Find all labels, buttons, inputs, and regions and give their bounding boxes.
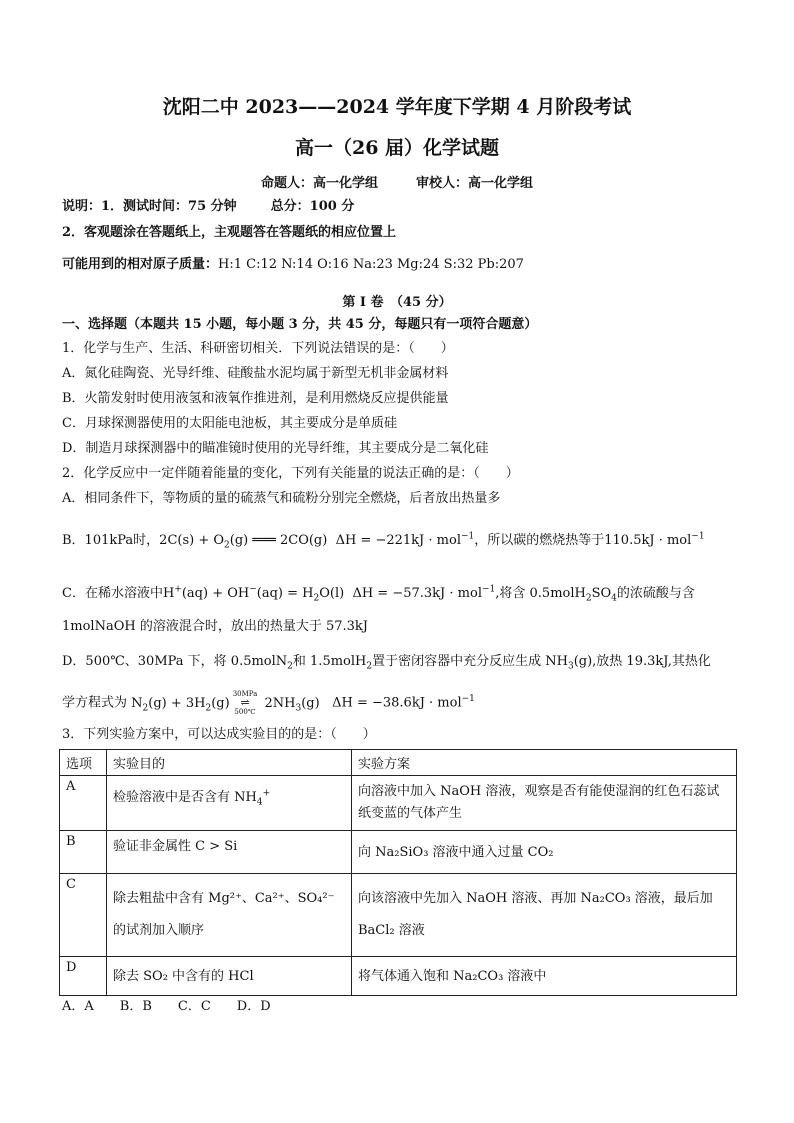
- q1-option-c: C．月球探测器使用的太阳能电池板，其主要成分是单质硅: [62, 416, 397, 431]
- masses-label: 可能用到的相对原子质量：: [62, 257, 219, 272]
- q1-option-b: B．火箭发射时使用液氢和液氧作推进剂，是利用燃烧反应提供能量: [62, 391, 449, 406]
- q2-option-c-line2: 1molNaOH 的溶液混合时，放出的热量大于 57.3kJ: [62, 619, 369, 634]
- row-plan: 向溶液中加入 NaOH 溶液，观察是否有能使湿润的红色石蕊试纸变蓝的气体产生: [352, 776, 737, 831]
- row-plan: 向该溶液中先加入 NaOH 溶液、再加 Na₂CO₃ 溶液，最后加 BaCl₂ 溶液: [352, 874, 737, 957]
- table-row: [60, 957, 737, 996]
- authors-line: [0, 172, 794, 191]
- q1-option-d: D．制造月球探测器中的瞄准镜时使用的光导纤维，其主要成分是二氧化硅: [62, 441, 489, 456]
- row-plan: 将气体通入饱和 Na₂CO₃ 溶液中: [352, 957, 737, 996]
- test-time: 说明：1．测试时间：75 分钟: [62, 199, 237, 214]
- row-option: D: [60, 957, 107, 996]
- q2-stem: 2．化学反应中一定伴随着能量的变化，下列有关能量的说法正确的是：（ ）: [62, 466, 519, 481]
- row-goal: 除去粗盐中含有 Mg²⁺、Ca²⁺、SO₄²⁻ 的试剂加入顺序: [107, 874, 352, 957]
- row-goal: 验证非金属性 C > Si: [107, 831, 352, 874]
- section-heading: 第 I 卷 （45 分）: [342, 295, 452, 310]
- q2-c-equation: $H^+(aq) + OH^-(aq) = H_2O(l)$: [162, 584, 345, 604]
- q2-b-equation: $2C(s) + O_2(g)$ ═══ 2CO(g): [159, 533, 328, 551]
- q3-stem: 3．下列实验方案中，可以达成实验目的的是：（ ）: [62, 727, 376, 742]
- author: 命题人：高一化学组: [260, 176, 378, 191]
- table-row: [60, 874, 737, 957]
- reviewer: 审校人：高一化学组: [416, 176, 534, 191]
- header-goal: 实验目的: [107, 750, 352, 776]
- header-plan: 实验方案: [352, 750, 737, 776]
- q2-option-d: D．500℃、30MPa 下，将 0.5molN$_2$和 1.5molH$_2$置于密闭容器中充分反应生成 $NH_3(g)$,放热 19.3kJ,其热化: [62, 654, 711, 672]
- q3-options: A．A B．B C．C D．D: [62, 999, 271, 1014]
- info-line-1: [62, 198, 354, 216]
- q2-option-c: C．在稀水溶液中$H^+(aq) + OH^-(aq) = H_2O(l) \Delta H = -57.3kJ \cdot mol^{-1}$,将含 $0.5molH_2SO_4$的浓硫酸与含: [62, 584, 695, 604]
- table-row: [60, 831, 737, 874]
- part-heading: 一、选择题（本题共 15 小题，每小题 3 分，共 45 分，每题只有一项符合题意）: [62, 317, 538, 332]
- q1-stem: 1．化学与生产、生活、科研密切相关．下列说法错误的是：（ ）: [62, 341, 454, 356]
- atomic-masses: [62, 256, 524, 274]
- total-score: 总分：100 分: [270, 199, 355, 214]
- row-option: B: [60, 831, 107, 874]
- header-option: 选项: [60, 750, 107, 776]
- table-row: [60, 776, 737, 831]
- q2-option-b: B．101kPa时，$2C(s) + O_2(g)$ ═══ 2CO(g) ΔH = −221kJ · mol$^{-1}$，所以碳的燃烧热等于110.5kJ · mol$^{-1}$: [62, 531, 705, 551]
- q2-option-d-line2: 学方程式为 $N_2(g) + 3H_2(g)30MPa$ ⇌ 500℃ $2NH_3(g)$ ΔH = −38.6kJ · mol$^{-1}$: [62, 690, 475, 716]
- row-goal: 除去 SO₂ 中含有的 HCl: [107, 957, 352, 996]
- row-option: C: [60, 874, 107, 957]
- reversible-arrow-icon: ⇌: [240, 696, 250, 709]
- reaction-condition: 30MPa ⇌ 500℃: [232, 690, 258, 716]
- row-plan: 向 Na₂SiO₃ 溶液中通入过量 CO₂: [352, 831, 737, 874]
- q3-table: [59, 749, 737, 996]
- row-goal: 检验溶液中是否含有 $NH_4^+$: [107, 776, 352, 831]
- exam-subtitle: 高一（26 届）化学试题: [294, 137, 500, 159]
- q2-d-equation: $N_2(g) + 3H_2(g)$: [127, 695, 230, 714]
- row-option: A: [60, 776, 107, 831]
- q1-option-a: A．氮化硅陶瓷、光导纤维、硅酸盐水泥均属于新型无机非金属材料: [62, 366, 449, 381]
- table-header-row: [60, 750, 737, 776]
- info-line-2: 2．客观题涂在答题纸上，主观题答在答题纸的相应位置上: [62, 225, 397, 240]
- q2-option-a: A．相同条件下，等物质的量的硫蒸气和硫粉分别完全燃烧，后者放出热量多: [62, 491, 501, 506]
- exam-title: 沈阳二中 2023——2024 学年度下学期 4 月阶段考试: [162, 96, 632, 118]
- masses-values: H:1 C:12 N:14 O:16 Na:23 Mg:24 S:32 Pb:207: [218, 257, 524, 272]
